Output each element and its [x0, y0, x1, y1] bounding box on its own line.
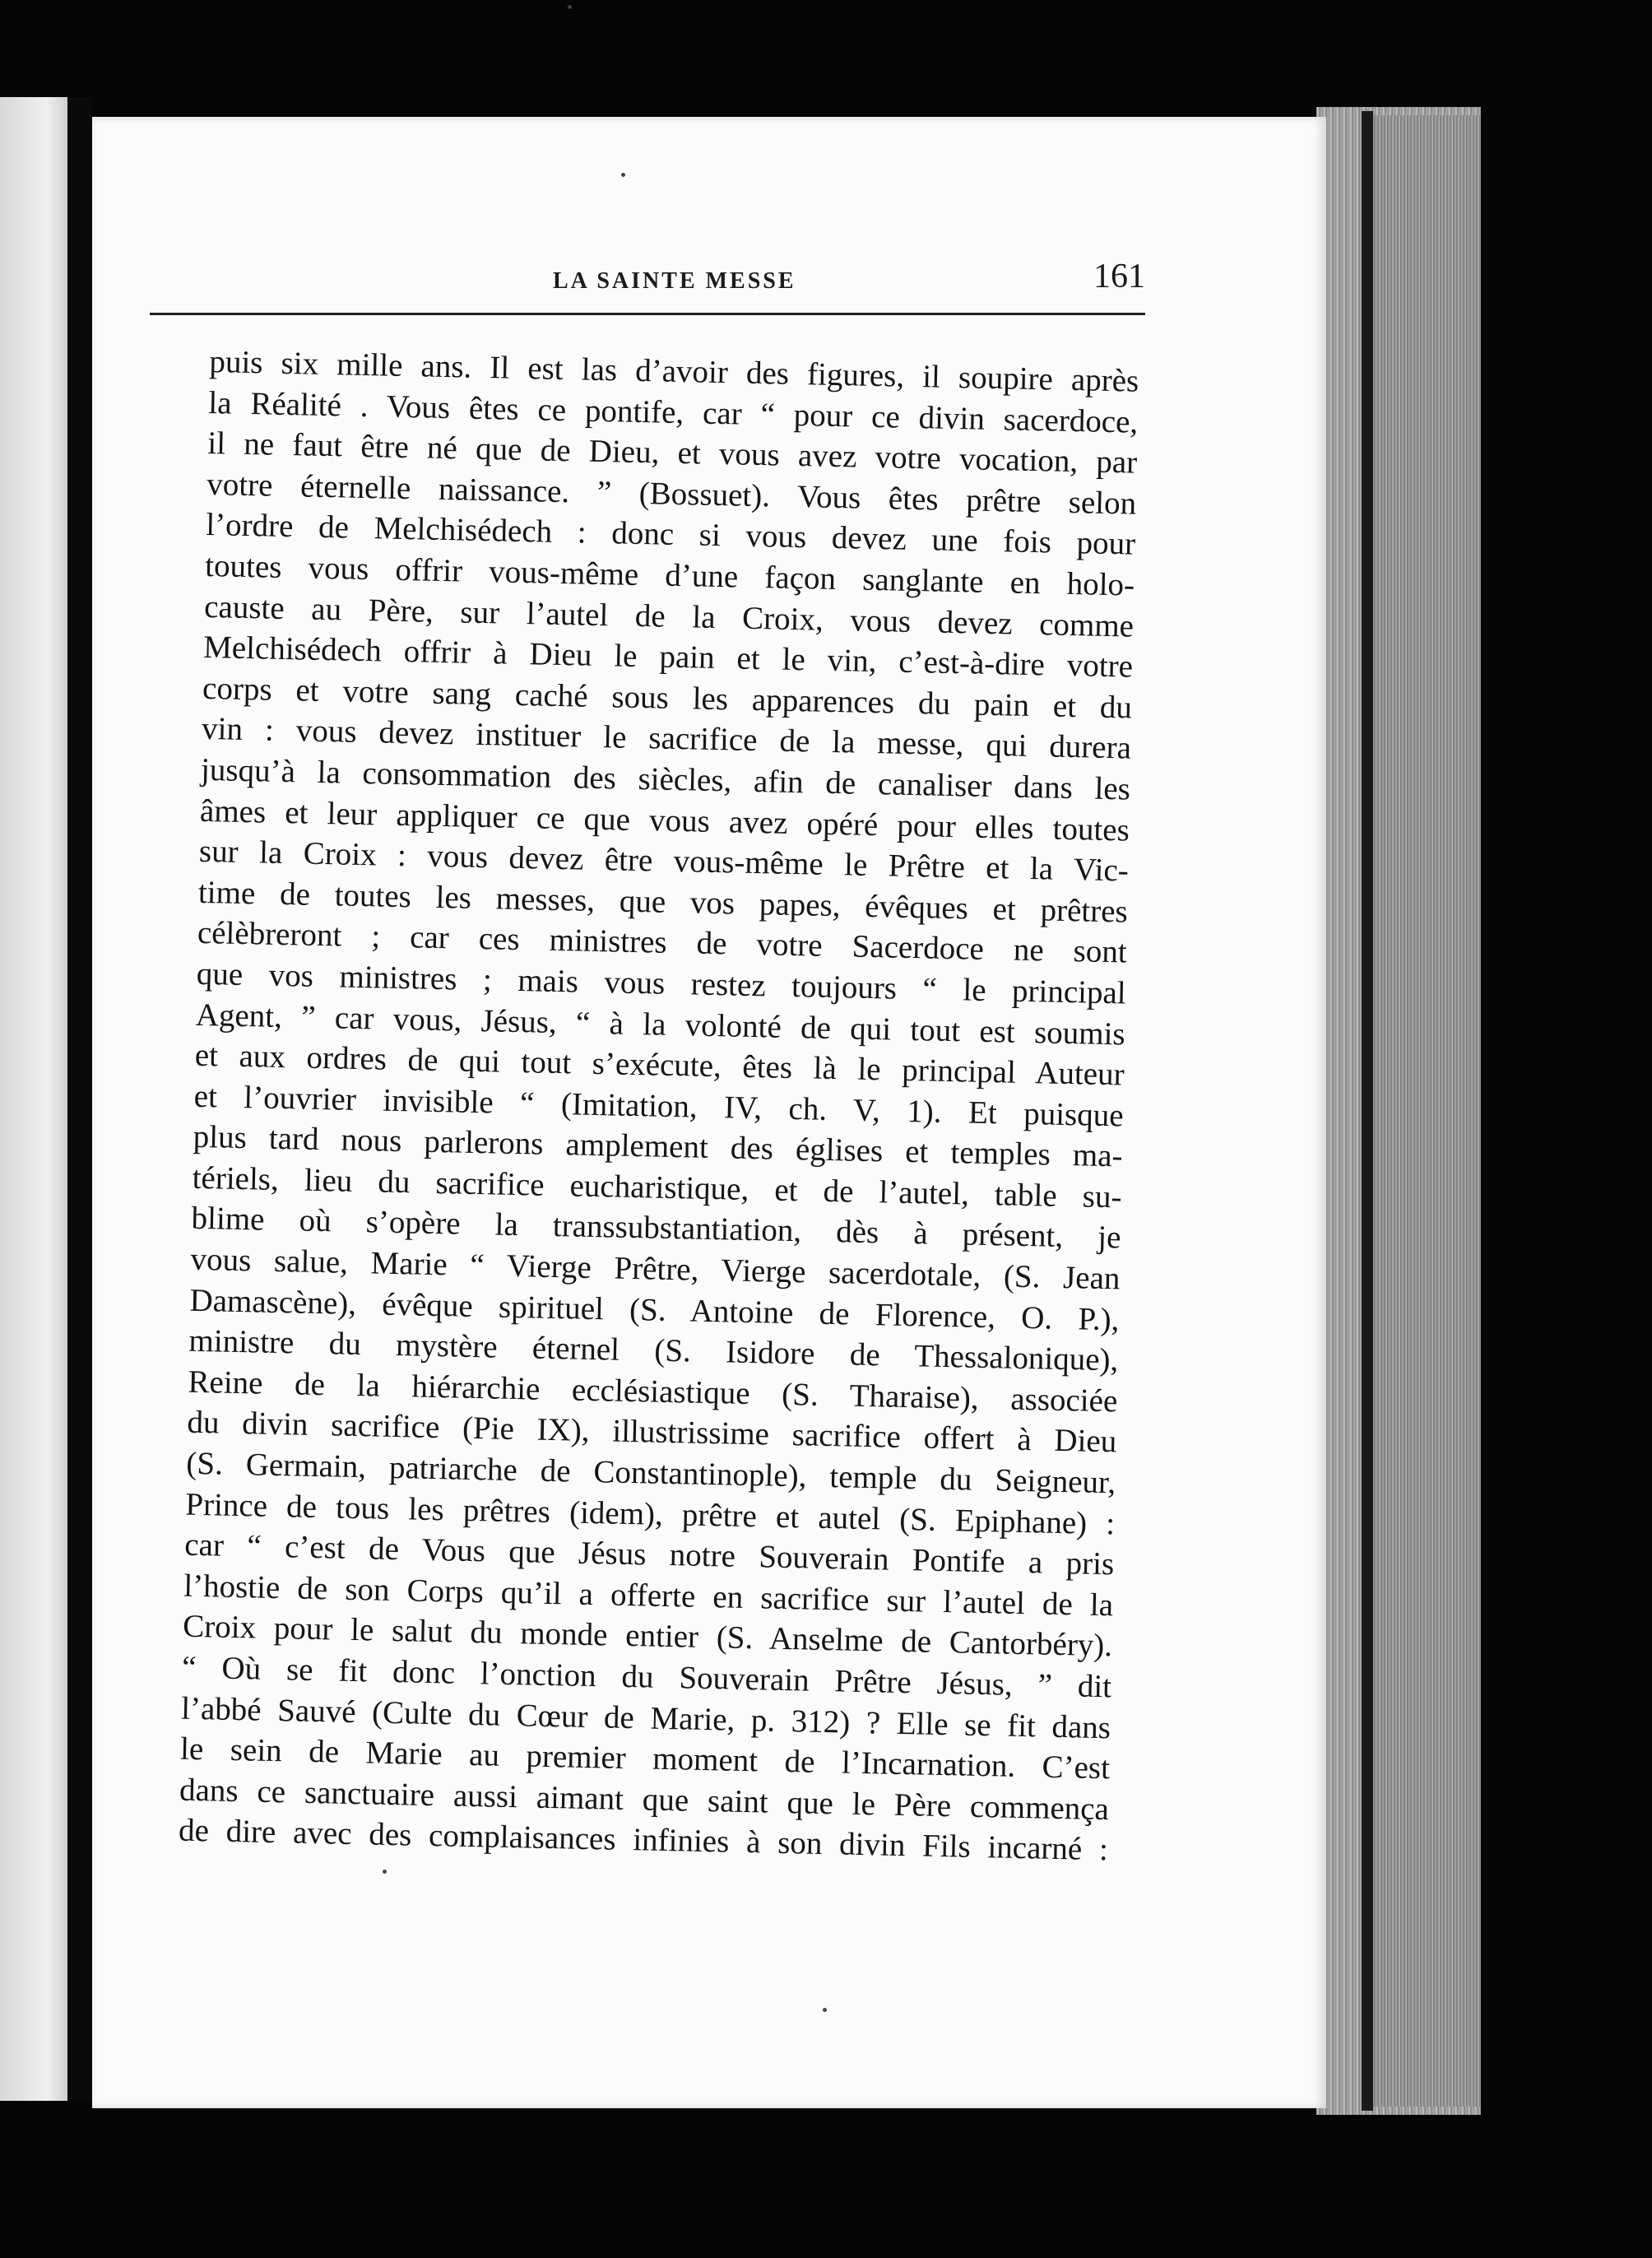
page-header: [150, 255, 1145, 315]
text-line: tériels, lieu du sacrifice eucharistique, et de l’autel, table su-: [192, 1159, 1122, 1215]
page-number: 161: [1093, 258, 1145, 295]
scan-speck: [621, 173, 625, 177]
text-line: Reine de la hiérarchie ecclésiastique (S. Tharaise), associée: [188, 1364, 1118, 1419]
text-line: causte au Père, sur l’autel de la Croix, vous devez comme: [203, 588, 1135, 644]
text-line: car “ c’est de Vous que Jésus notre Souverain Pontife a pris: [183, 1526, 1115, 1582]
body-text: [179, 341, 1139, 1870]
book-gutter: [67, 97, 92, 2101]
text-line: Croix pour le salut du monde entier (S. Anselme de Cantorbéry).: [182, 1609, 1113, 1664]
text-line: l’ordre de Melchisédech : donc si vous devez une fois pour: [205, 507, 1136, 562]
text-line: ministre du mystère éternel (S. Isidore de Thessalonique),: [188, 1322, 1119, 1378]
text-line: du divin sacrifice (Pie IX), illustrissime sacrifice offert à Dieu: [187, 1405, 1117, 1460]
text-line: toutes vous offrir vous-même d’une façon sanglante en holo-: [204, 547, 1135, 603]
page-stack-outer: [1374, 115, 1481, 2107]
scan-speck: [568, 5, 572, 9]
text-line: vin : vous devez instituer le sacrifice de la messe, qui durera: [201, 711, 1132, 766]
text-line: l’abbé Sauvé (Culte du Cœur de Marie, p. 312) ? Elle se fit dans: [180, 1690, 1111, 1745]
text-line: plus tard nous parlerons amplement des églises et temples ma-: [193, 1119, 1123, 1174]
text-line: Damascène), évêque spirituel (S. Antoine de Florence, O. P.),: [189, 1282, 1120, 1338]
scan-speck: [383, 1870, 387, 1874]
text-line: Agent, ” car vous, Jésus, “ à la volonté de qui tout est soumis: [195, 997, 1126, 1052]
text-line: que vos ministres ; mais vous restez toujours “ le principal: [196, 955, 1127, 1011]
left-page-edge: [0, 97, 67, 2101]
text-line: l’hostie de son Corps qu’il a offerte en sacrifice sur l’autel de la: [183, 1568, 1114, 1624]
text-line: il ne faut être né que de Dieu, et vous avez votre vocation, par: [206, 425, 1138, 481]
text-line: dans ce sanctuaire aussi aimant que saint que le Père commença: [179, 1772, 1110, 1828]
text-line: Melchisédech offrir à Dieu le pain et le vin, c’est-à-dire votre: [202, 630, 1134, 685]
text-line: âmes et leur appliquer ce que vous avez opéré pour elles toutes: [199, 792, 1130, 848]
text-line: time de toutes les messes, que vos papes, évêques et prêtres: [197, 874, 1129, 930]
text-line: (S. Germain, patriarche de Constantinople), temple du Seigneur,: [185, 1445, 1116, 1501]
text-line: célèbreront ; car ces ministres de votre Sacerdoce ne sont: [197, 915, 1128, 970]
text-line: “ Où se fit donc l’onction du Souverain Prêtre Jésus, ” dit: [181, 1649, 1112, 1705]
text-line: jusqu’à la consommation des siècles, afin de canaliser dans les: [200, 751, 1131, 807]
text-line: de dire avec des complaisances infinies à son divin Fils incarné :: [178, 1812, 1109, 1868]
text-line: vous salue, Marie “ Vierge Prêtre, Vierge sacerdotale, (S. Jean: [190, 1241, 1121, 1297]
scan-speck: [823, 2008, 827, 2012]
text-line: le sein de Marie au premier moment de l’Incarnation. C’est: [179, 1731, 1111, 1786]
text-line: corps et votre sang caché sous les apparences du pain et du: [202, 670, 1133, 726]
text-line: puis six mille ans. Il est las d’avoir des figures, il soupire après: [209, 343, 1139, 399]
text-line: Prince de tous les prêtres (idem), prêtre et autel (S. Epiphane) :: [184, 1486, 1116, 1541]
text-line: blime où s’opère la transsubstantiation, dès à présent, je: [191, 1201, 1121, 1256]
running-title: LA SAINTE MESSE: [553, 268, 796, 294]
page-stack-shadow: [1362, 111, 1373, 2111]
text-line: et l’ouvrier invisible “ (Imitation, IV, ch. V, 1). Et puisque: [193, 1078, 1124, 1134]
text-line: la Réalité . Vous êtes ce pontife, car “ pour ce divin sacerdoce,: [207, 384, 1139, 440]
text-line: et aux ordres de qui tout s’exécute, êtes là le principal Auteur: [194, 1037, 1125, 1093]
text-line: sur la Croix : vous devez être vous-même le Prêtre et la Vic-: [198, 833, 1130, 889]
text-line: votre éternelle naissance. ” (Bossuet). Vous êtes prêtre selon: [206, 466, 1137, 522]
